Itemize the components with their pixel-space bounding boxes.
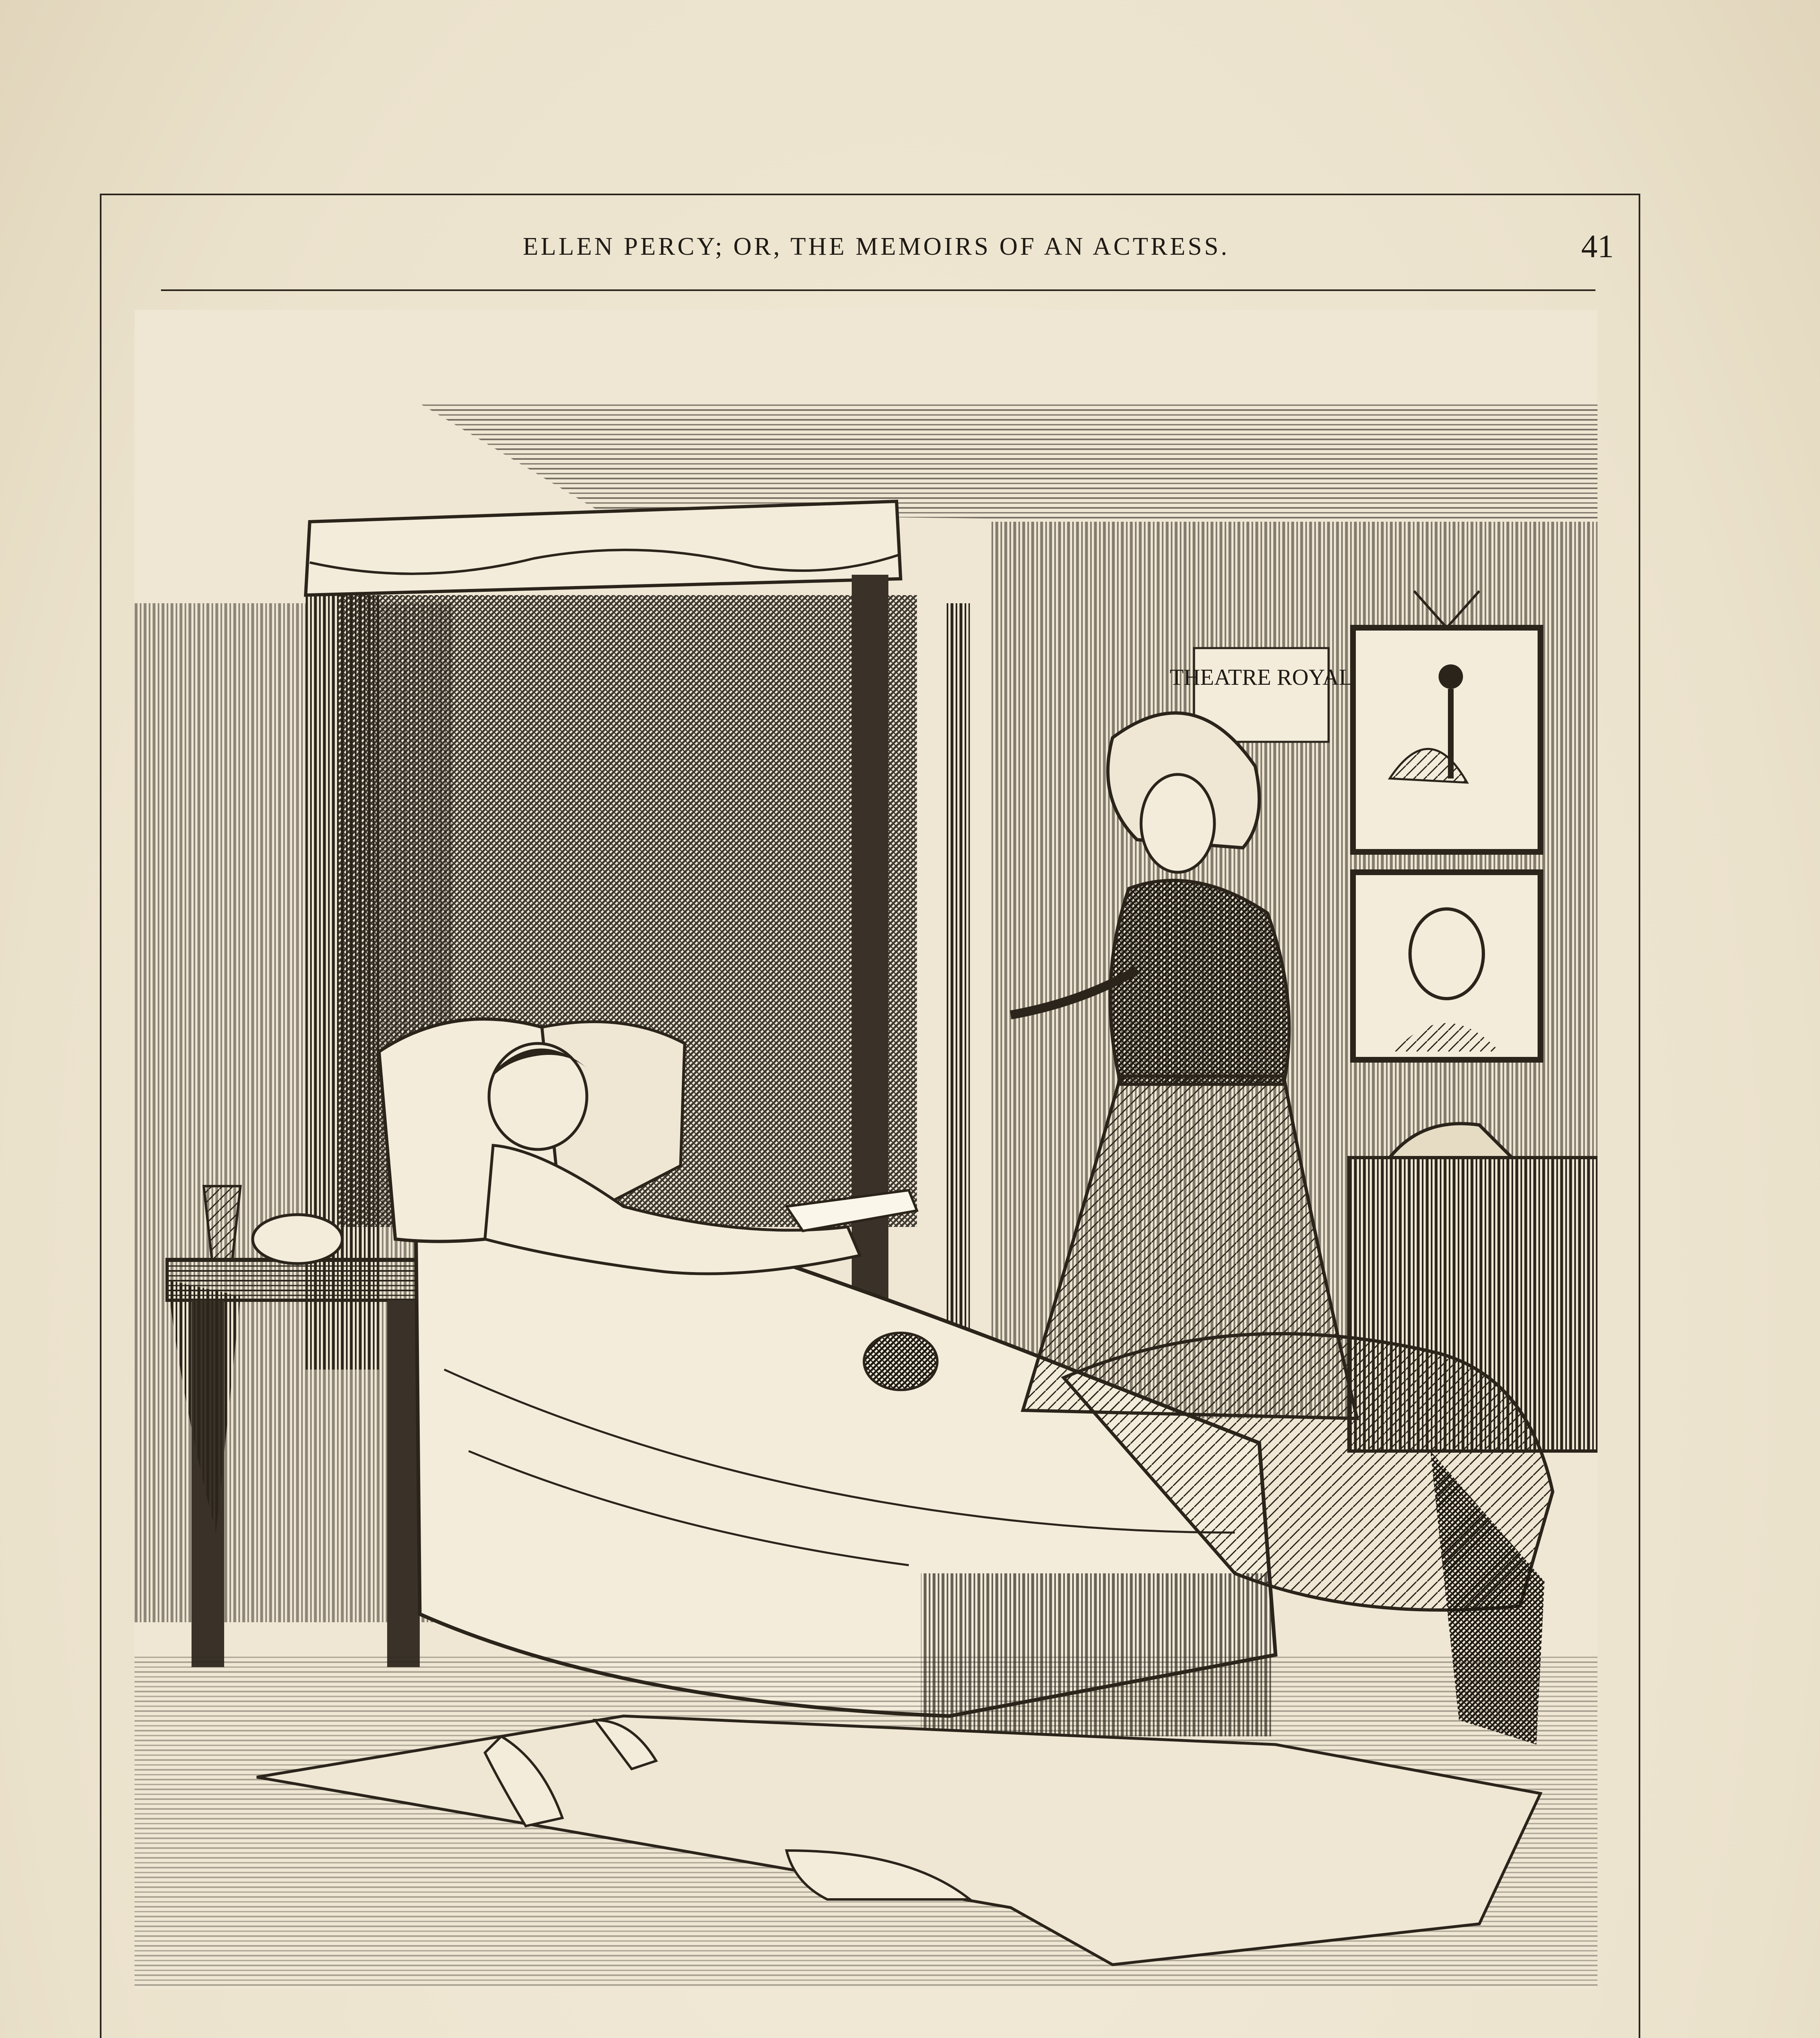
running-head: ELLEN PERCY; OR, THE MEMOIRS OF AN ACTRESS. (522, 233, 1230, 260)
reclining-woman-head (489, 1043, 587, 1149)
header-rule (161, 289, 1595, 291)
bedroom-scene-engraving (134, 310, 1597, 1989)
page-number: 41 (1581, 229, 1614, 265)
poster-text: THEATRE ROYAL (1170, 665, 1353, 690)
standing-woman-head (1141, 774, 1214, 872)
framed-dancer-picture (1353, 628, 1540, 852)
engraving-illustration (134, 310, 1597, 1989)
